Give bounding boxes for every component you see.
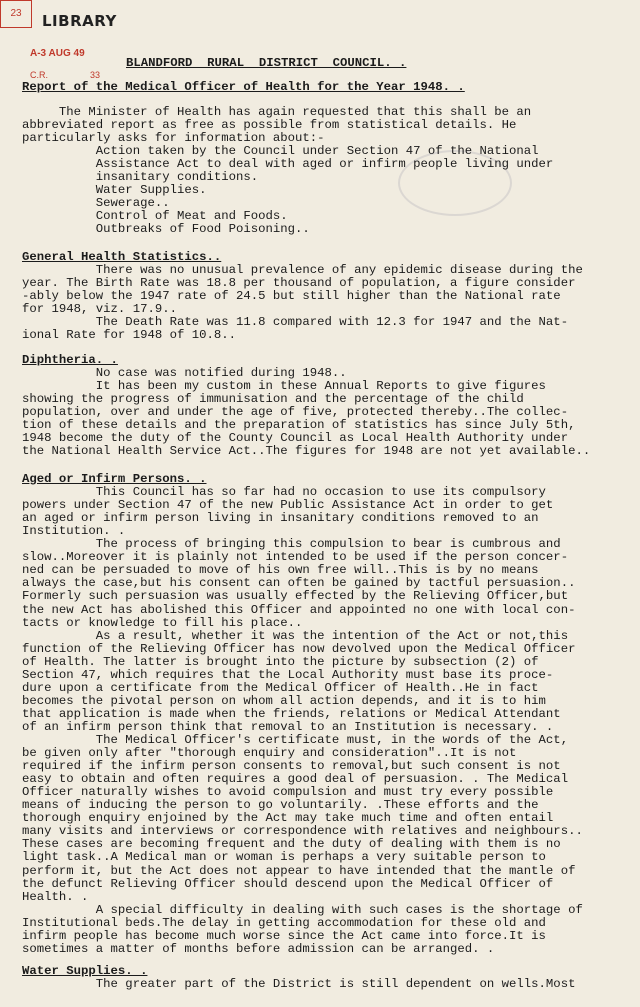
paragraph-line: No case was notified during 1948.. — [22, 366, 347, 381]
paragraph-line: of an infirm person think that removal to an Institution is necessary. . — [22, 719, 554, 734]
intro-line: particularly asks for information about:- — [22, 131, 325, 146]
paragraph-line: infirm people has become much worse since the Act came into force.It is — [22, 928, 546, 943]
intro-line: Sewerage.. — [22, 196, 170, 211]
paragraph-line: Institution. . — [22, 524, 126, 539]
paragraph-line: The Medical Officer's certificate must, in the words of the Act, — [22, 733, 569, 747]
section-heading: Aged or Infirm Persons. . — [22, 472, 207, 486]
paragraph-line: year. The Birth Rate was 18.8 per thousand of population, a figure consider — [22, 276, 576, 291]
paragraph-line: -ably below the 1947 rate of 24.5 but still higher than the National rate — [22, 289, 561, 304]
corner-number-stamp: 23 — [0, 0, 32, 28]
paragraph-line: many visits and interviews or correspondence with relatives and neighbours.. — [22, 824, 583, 839]
library-stamp-label: LIBRARY — [42, 12, 117, 30]
paragraph-line: sometimes a matter of months before admission can be arranged. . — [22, 941, 495, 956]
paragraph-line: A special difficulty in dealing with such cases is the shortage of — [22, 902, 583, 917]
report-title: Report of the Medical Officer of Health for the Year 1948. . — [22, 80, 465, 94]
paragraph-line: the defunct Relieving Officer should descend upon the Medical Officer of — [22, 876, 554, 891]
section-heading: Diphtheria. . — [22, 353, 118, 367]
intro-line: insanitary conditions. — [22, 170, 259, 185]
paragraph-line: Section 47, which requires that the Local Authority must base its proce- — [22, 667, 554, 682]
paragraph-line: of Health. The latter is brought into the picture by subsection (2) of — [22, 654, 539, 669]
paragraph-line: Officer naturally wishes to avoid compulsion and must try every possible — [22, 785, 554, 800]
paragraph-line: for 1948, viz. 17.9.. — [22, 302, 177, 317]
paragraph-line: population, over and under the age of five, protected thereby..The collec- — [22, 405, 569, 420]
paragraph-line: 1948 become the duty of the County Council as Local Health Authority under — [22, 431, 569, 446]
paragraph-line: ned can be persuaded to move of his own free will..This is by no means — [22, 563, 539, 578]
paragraph-line: powers under Section 47 of the new Public Assistance Act in order to get — [22, 498, 554, 513]
paragraph-line: slow..Moreover it is plainly not intended to be used if the person concer- — [22, 550, 569, 565]
paragraph-line: function of the Relieving Officer has now devolved upon the Medical Officer — [22, 641, 576, 656]
paragraph-line: showing the progress of immunisation and the percentage of the child — [22, 392, 524, 407]
paragraph-line: These cases are becoming frequent and the duty of dealing with them is no — [22, 837, 561, 852]
library-stamp-code: C.R. — [30, 70, 48, 80]
library-stamp-number: 33 — [90, 70, 101, 80]
paragraph-line: tion of these details and the preparation of statistics has since July 5th, — [22, 418, 576, 433]
paragraph-line: light task..A Medical man or woman is perhaps a very suitable person to — [22, 850, 546, 865]
paragraph-line: The Death Rate was 11.8 compared with 12.3 for 1947 and the Nat- — [22, 315, 569, 330]
paragraph-line: ional Rate for 1948 of 10.8.. — [22, 328, 237, 343]
paragraph-line: Institutional beds.The delay in getting accommodation for these old and — [22, 915, 546, 930]
paragraph-line: tacts or knowledge to fill his place.. — [22, 615, 303, 630]
paragraph-line: The greater part of the District is still dependent on wells.Most — [22, 977, 576, 992]
paragraph-line: easy to obtain and often requires a good deal of persuasion. . The Medical — [22, 772, 569, 787]
paragraph-line: Formerly such persuasion was usually effected by the Relieving Officer,but — [22, 589, 569, 604]
paragraph-line: be given only after "thorough enquiry and consideration"..It is not — [22, 746, 517, 761]
paragraph-line: It has been my custom in these Annual Reports to give figures — [22, 379, 546, 394]
library-stamp-date: A-3 AUG 49 — [30, 48, 85, 59]
intro-line: Assistance Act to deal with aged or infirm people living under — [22, 157, 554, 172]
library-stamp — [2, 4, 120, 90]
paragraph-line: required if the infirm person consents to removal,but such consent is not — [22, 759, 561, 774]
paragraph-line: the new Act has abolished this Officer and appointed no one with local con- — [22, 602, 576, 617]
paragraph-line: perform it, but the Act does not appear to have intended that the mantle of — [22, 863, 576, 878]
paragraph-line: that application is made when the friends, relations or Medical Attendant — [22, 706, 561, 721]
paragraph-line: dure upon a certificate from the Medical Officer of Health..He in fact — [22, 680, 539, 695]
intro-line: abbreviated report as free as possible from statistical details. He — [22, 118, 517, 133]
section-heading: Water Supplies. . — [22, 964, 148, 978]
paragraph-line: the National Health Service Act..The figures for 1948 are not yet available.. — [22, 444, 591, 459]
intro-line: Outbreaks of Food Poisoning.. — [22, 222, 310, 237]
paragraph-line: This Council has so far had no occasion to use its compulsory — [22, 485, 546, 500]
paragraph-line: As a result, whether it was the intention of the Act or not,this — [22, 628, 569, 643]
paragraph-line: The process of bringing this compulsion to bear is cumbrous and — [22, 537, 561, 552]
intro-line: Control of Meat and Foods. — [22, 209, 288, 224]
paragraph-line: always the case,but his consent can often be gained by tactful persuasion.. — [22, 576, 576, 591]
intro-line: The Minister of Health has again requested that this shall be an — [22, 105, 532, 119]
paragraph-line: becomes the pivotal person on whom all action depends, and it is to him — [22, 693, 546, 708]
intro-line: Action taken by the Council under Section 47 of the National — [22, 144, 539, 159]
paragraph-line: Health. . — [22, 889, 89, 904]
paragraph-line: means of inducing the person to go voluntarily. .These efforts and the — [22, 798, 539, 813]
paragraph-line: There was no unusual prevalence of any epidemic disease during the — [22, 263, 583, 278]
paragraph-line: an aged or infirm person living in insanitary conditions removed to an — [22, 511, 539, 526]
council-heading: BLANDFORD RURAL DISTRICT COUNCIL. . — [126, 56, 407, 70]
intro-line: Water Supplies. — [22, 183, 207, 198]
paragraph-line: thorough enquiry enjoined by the Act may take much time and often entail — [22, 811, 554, 826]
section-heading: General Health Statistics.. — [22, 250, 222, 264]
